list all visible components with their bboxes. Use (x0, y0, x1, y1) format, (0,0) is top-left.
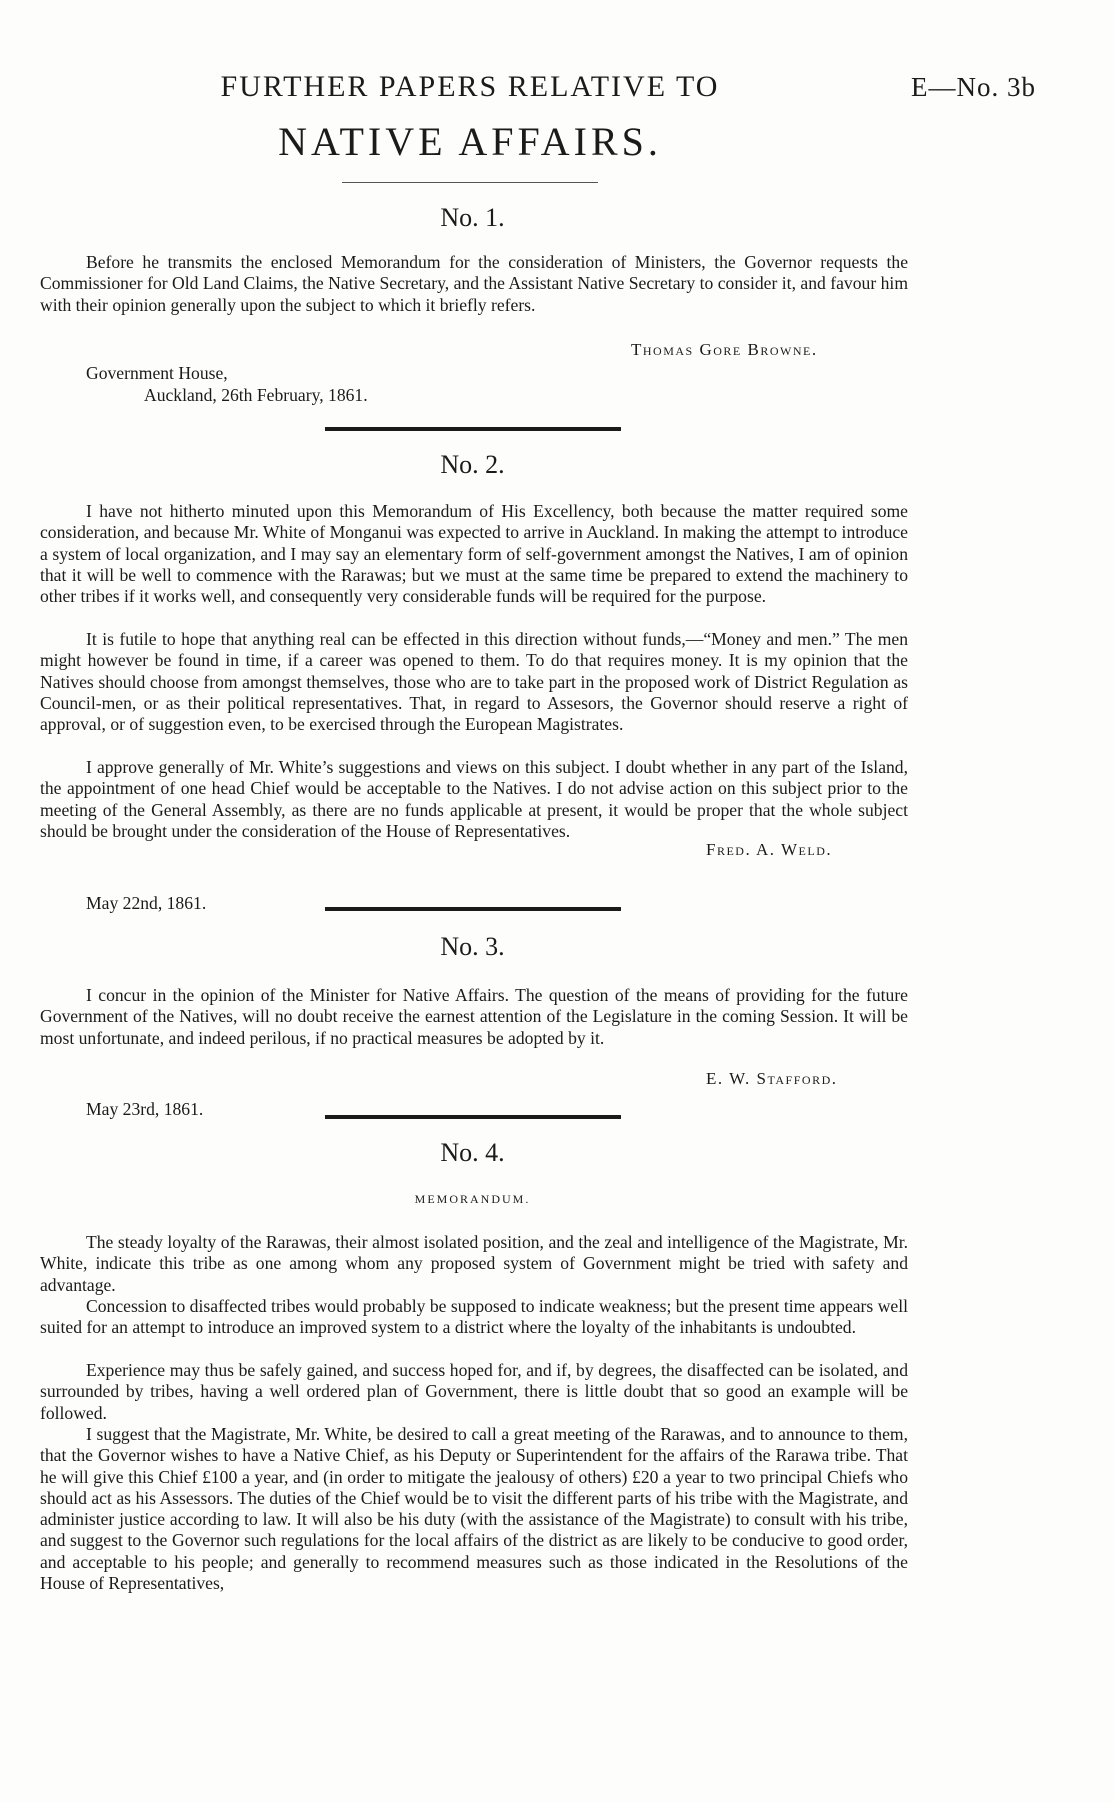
signature-browne: Thomas Gore Browne. (631, 340, 818, 359)
paper-reference: E—No. 3b (911, 72, 1036, 102)
memo-paragraph-4: I suggest that the Magistrate, Mr. White, be desired to call a great meeting of the Rarawas, and to announce to them, that the Governor wishes to have a Native Chief, as his Deputy or Superintendent for the affairs of the Rarawa tribe. That he will give this Chief £100 a year, and (in order to mitigate the jealousy of others) £20 a year to two principal Chiefs who should act as his Assessors. The duties of the Chief would be to visit the different parts of his tribe with the Magistrate, and administer justice according to law. It will also be his duty (with the assistance of the Magistrate) to consult with his tribe, and suggest to the Governor such regulations for the local affairs of the district as are likely to be conducive to good order, and acceptable to his people; and generally to recommend measures such as those indicated in the Resolutions of the House of Representatives, (40, 1424, 908, 1594)
memorandum-heading: MEMORANDUM. (414, 1192, 531, 1206)
title-divider (342, 182, 598, 183)
no2-paragraph-1: I have not hitherto minuted upon this Memorandum of His Excellency, both because the matter required some consideration, and because Mr. White of Monganui was expected to arrive in Auckland. In making the attempt to introduce a system of local organization, and I may say an elementary form of self-government amongst the Natives, I am of opinion that it will be well to commence with the Rarawas; but we must at the same time be prepared to extend the machinery to other tribes if it works well, and consequently very considerable funds will be required for the purpose. (40, 501, 908, 607)
memo-paragraph-2: Concession to disaffected tribes would probably be supposed to indicate weakness; but the present time appears well suited for an attempt to introduce an improved system to a district where the loyalty of the inhabitants is undoubted. (40, 1296, 908, 1338)
section-heading-no4: No. 4. (440, 1138, 505, 1167)
section-heading-no1: No. 1. (440, 203, 505, 232)
memo-paragraph-3: Experience may thus be safely gained, and success hoped for, and if, by degrees, the disaffected can be isolated, and surrounded by tribes, having a well ordered plan of Government, there is little doubt that so good an example will be followed. (40, 1360, 908, 1423)
address-line-2: Auckland, 26th February, 1861. (144, 385, 368, 405)
address-line-1: Government House, (86, 363, 228, 383)
title-line-1: FURTHER PAPERS RELATIVE TO (220, 70, 720, 103)
date-no3: May 23rd, 1861. (86, 1099, 204, 1119)
section-divider-1 (325, 427, 621, 431)
memo-paragraph-1: The steady loyalty of the Rarawas, their almost isolated position, and the zeal and intelligence of the Magistrate, Mr. White, indicate this tribe as one among whom any proposed system of Government might be tried with safety and advantage. (40, 1232, 908, 1295)
date-no2: May 22nd, 1861. (86, 893, 207, 913)
section-divider-3 (325, 1115, 621, 1119)
section-heading-no3: No. 3. (440, 932, 505, 961)
section-heading-no2: No. 2. (440, 450, 505, 479)
no2-paragraph-2: It is futile to hope that anything real can be effected in this direction without funds,—“Money and men.” The men might however be found in time, if a career was opened to them. To do that requires money. It is my opinion that the Natives should choose from amongst themselves, those who are to take part in the proposed work of District Regulation as Council-men, or as their political representatives. That, in regard to Assesors, the Governor should reserve a right of approval, or of suggestion even, to be exercised through the European Magistrates. (40, 629, 908, 735)
title-line-2: NATIVE AFFAIRS. (278, 119, 662, 164)
no3-text: I concur in the opinion of the Minister for Native Affairs. The question of the means of providing for the future Government of the Natives, will no doubt receive the earnest attention of the Legislature in the coming Session. It will be most unfortunate, and indeed perilous, if no practical measures be adopted by it. (40, 985, 908, 1048)
signature-stafford: E. W. Stafford. (706, 1069, 838, 1088)
signature-weld: Fred. A. Weld. (706, 840, 833, 859)
address-block (86, 362, 368, 406)
section-divider-2 (325, 907, 621, 911)
no2-paragraph-3: I approve generally of Mr. White’s suggestions and views on this subject. I doubt whether in any part of the Island, the appointment of one head Chief would be acceptable to the Natives. I do not advise action on this subject prior to the meeting of the General Assembly, as there are no funds applicable at present, it would be proper that the whole subject should be brought under the consideration of the House of Representatives. (40, 757, 908, 841)
no1-text: Before he transmits the enclosed Memorandum for the consideration of Ministers, the Governor requests the Commissioner for Old Land Claims, the Native Secretary, and the Assistant Native Secretary to consider it, and favour him with their opinion generally upon the subject to which it briefly refers. (40, 252, 908, 315)
